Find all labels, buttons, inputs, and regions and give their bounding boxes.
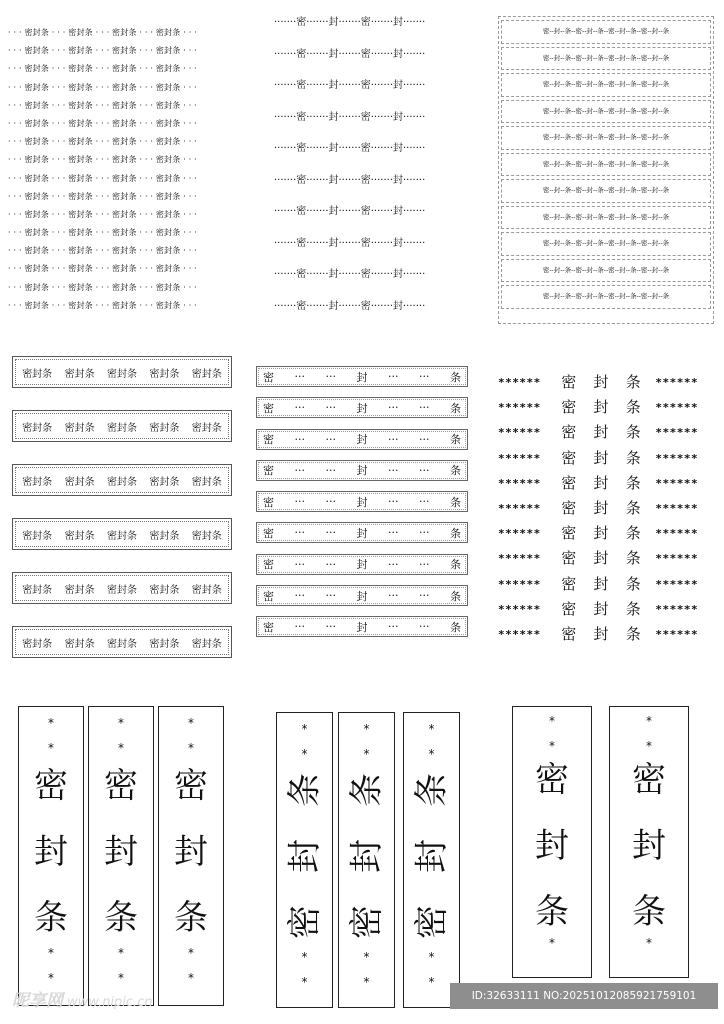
watermark-brand-name: 昵享网	[12, 991, 63, 1011]
seal-char: 密	[561, 524, 577, 543]
star-mark: *	[187, 716, 195, 730]
star-seal-row	[498, 546, 710, 571]
seal-cell: ···	[388, 401, 399, 415]
framed-seal-box	[12, 626, 232, 658]
stars-left: ******	[498, 426, 541, 440]
dashed-boxed-seal-row: 密--封--条--密--封--条--密--封--条--密--封--条	[501, 285, 711, 309]
dotted-seal-row: · · · 密封条 · · · 密封条 · · · 密封条 · · · 密封条 · · ·	[8, 64, 197, 74]
stars-left: ******	[498, 602, 541, 616]
seal-cell: 封	[356, 589, 368, 603]
seal-char: 密	[632, 760, 666, 800]
seal-cell: 密	[263, 401, 274, 415]
stars-left: ******	[498, 552, 541, 566]
seal-word: 密封条	[106, 530, 137, 542]
seal-word: 密封条	[191, 584, 222, 596]
stars-right: ******	[655, 627, 699, 641]
spaced-dotted-seal-strip-panel	[274, 10, 454, 325]
seal-cell: ···	[325, 432, 336, 446]
watermark-brand	[12, 986, 153, 1011]
stars-left: ******	[498, 376, 541, 389]
star-mark: *	[47, 946, 55, 960]
seal-char: 密	[34, 766, 68, 806]
vertical-seal-label-rotated	[276, 712, 333, 1008]
seal-word: 密封条	[149, 476, 180, 488]
seal-word: 密封条	[22, 530, 53, 542]
seal-char: 条	[535, 892, 569, 932]
seal-cell: ···	[419, 463, 430, 477]
seal-char: 封	[593, 624, 609, 643]
framed-seal-box	[12, 518, 232, 550]
seal-cell: 封	[356, 370, 368, 384]
dotted-seal-row: · · · 密封条 · · · 密封条 · · · 密封条 · · · 密封条 · · ·	[8, 28, 197, 37]
seal-char: 条	[284, 773, 325, 807]
seal-word: 密封条	[149, 368, 180, 380]
star-mark: *	[645, 714, 653, 728]
framed-spaced-seal-strip-panel	[256, 366, 468, 648]
stars-left: ******	[498, 401, 541, 415]
seal-cell: 条	[450, 370, 461, 384]
seal-char: 封	[593, 498, 609, 517]
star-seal-strip-panel	[498, 370, 710, 647]
seal-char: 条	[625, 549, 641, 568]
seal-char: 条	[625, 448, 641, 467]
star-mark: *	[117, 741, 125, 755]
seal-char: 封	[593, 599, 609, 618]
seal-word: 密封条	[149, 638, 180, 650]
star-seal-row	[498, 622, 710, 647]
seal-char: 条	[625, 498, 641, 517]
star-mark: *	[47, 971, 55, 985]
seal-char: 封	[535, 826, 569, 866]
star-mark: *	[645, 936, 653, 950]
seal-cell: ···	[419, 557, 430, 571]
star-seal-row	[498, 521, 710, 546]
seal-cell: ···	[294, 463, 305, 477]
watermark-id-bar: ID:32633111 NO:20251012085921759101	[450, 983, 718, 1009]
dashed-boxed-seal-row: 密--封--条--密--封--条--密--封--条--密--封--条	[501, 47, 711, 71]
seal-char: 条	[625, 624, 641, 643]
seal-word: 密封条	[106, 638, 137, 650]
spaced-dotted-seal-row: ·······密·······封·······密·······封·······	[274, 269, 426, 280]
seal-cell: 密	[263, 464, 274, 478]
seal-cell: 密	[263, 433, 274, 447]
seal-cell: 条	[450, 558, 461, 572]
seal-char: 封	[104, 832, 138, 872]
dotted-seal-strip-panel	[8, 24, 238, 315]
seal-word: 密封条	[191, 638, 222, 650]
seal-word: 密封条	[64, 422, 95, 434]
seal-char: 条	[34, 898, 68, 938]
seal-cell: 条	[450, 401, 461, 415]
stars-right: ******	[655, 501, 699, 515]
seal-cell: 条	[450, 526, 461, 540]
dotted-seal-row: · · · 密封条 · · · 密封条 · · · 密封条 · · · 密封条 · · ·	[8, 100, 197, 110]
seal-char: 密	[561, 448, 577, 467]
seal-word: 密封条	[22, 638, 53, 650]
seal-word: 密封条	[64, 638, 95, 650]
star-mark: *	[362, 950, 371, 964]
seal-char: 封	[593, 398, 609, 417]
seal-char: 条	[346, 773, 387, 807]
seal-char: 封	[593, 423, 609, 442]
stars-left: ******	[498, 527, 541, 541]
seal-char: 条	[174, 898, 208, 938]
seal-word: 密封条	[106, 476, 137, 488]
seal-char: 密	[535, 760, 569, 800]
seal-cell: ···	[419, 589, 430, 603]
star-mark: *	[548, 739, 556, 753]
framed-seal-strip-panel	[12, 356, 232, 680]
vertical-seal-label-rotated	[338, 712, 395, 1008]
star-mark: *	[645, 739, 653, 753]
seal-cell: ···	[294, 370, 305, 383]
dotted-seal-row: · · · 密封条 · · · 密封条 · · · 密封条 · · · 密封条 · · ·	[8, 191, 197, 201]
dashed-boxed-seal-row: 密--封--条--密--封--条--密--封--条--密--封--条	[501, 206, 711, 230]
seal-char: 密	[411, 905, 452, 939]
framed-spaced-seal-row	[256, 491, 468, 512]
seal-cell: ···	[419, 370, 430, 383]
seal-word: 密封条	[191, 368, 222, 380]
seal-char: 条	[632, 892, 666, 932]
dotted-seal-row: · · · 密封条 · · · 密封条 · · · 密封条 · · · 密封条 · · ·	[8, 46, 197, 56]
dotted-seal-row: · · · 密封条 · · · 密封条 · · · 密封条 · · · 密封条 · · ·	[8, 209, 197, 219]
seal-cell: ···	[325, 620, 336, 634]
dotted-seal-row: · · · 密封条 · · · 密封条 · · · 密封条 · · · 密封条 · · ·	[8, 155, 197, 165]
dotted-seal-row: · · · 密封条 · · · 密封条 · · · 密封条 · · · 密封条 · · ·	[8, 137, 197, 147]
seal-cell: 封	[356, 526, 368, 540]
star-mark: *	[300, 950, 309, 964]
stars-right: ******	[655, 426, 699, 440]
seal-char: 条	[625, 423, 641, 442]
seal-char: 封	[284, 839, 325, 873]
stars-right: ******	[655, 527, 699, 541]
seal-cell: ···	[388, 589, 399, 603]
star-seal-row	[498, 446, 710, 471]
framed-spaced-seal-row	[256, 554, 468, 575]
dotted-seal-row: · · · 密封条 · · · 密封条 · · · 密封条 · · · 密封条 · · ·	[8, 282, 197, 292]
vertical-seal-label	[88, 706, 154, 1006]
seal-word: 密封条	[22, 584, 53, 596]
seal-char: 封	[34, 832, 68, 872]
star-mark: *	[187, 946, 195, 960]
vertical-seal-label	[158, 706, 224, 1006]
dashed-boxed-seal-row: 密--封--条--密--封--条--密--封--条--密--封--条	[501, 259, 711, 283]
stars-right: ******	[655, 476, 699, 490]
seal-cell: ···	[325, 557, 336, 571]
seal-cell: 封	[356, 433, 368, 447]
seal-word: 密封条	[22, 368, 53, 380]
stars-right: ******	[655, 552, 699, 566]
star-mark: *	[362, 975, 371, 989]
seal-word: 密封条	[64, 476, 95, 488]
seal-char: 封	[632, 826, 666, 866]
seal-char: 条	[411, 773, 452, 807]
star-mark: *	[300, 747, 309, 761]
framed-spaced-seal-row	[256, 522, 468, 543]
dotted-seal-row: · · · 密封条 · · · 密封条 · · · 密封条 · · · 密封条 · · ·	[8, 173, 197, 183]
seal-cell: 封	[356, 495, 368, 509]
seal-char: 封	[593, 473, 609, 492]
seal-char: 条	[625, 599, 641, 618]
spaced-dotted-seal-row: ·······密·······封·······密·······封·······	[274, 143, 426, 154]
seal-char: 密	[284, 905, 325, 939]
seal-cell: ···	[294, 589, 305, 603]
dotted-seal-row: · · · 密封条 · · · 密封条 · · · 密封条 · · · 密封条 · · ·	[8, 264, 197, 274]
spaced-dotted-seal-row: ·······密·······封·······密·······封·······	[274, 300, 426, 312]
framed-seal-box	[12, 410, 232, 442]
framed-spaced-seal-row	[256, 616, 468, 637]
seal-cell: ···	[294, 432, 305, 446]
star-seal-row	[498, 597, 710, 622]
seal-cell: ···	[388, 620, 399, 634]
framed-seal-box	[12, 356, 232, 388]
star-seal-row	[498, 471, 710, 496]
star-mark: *	[117, 946, 125, 960]
seal-cell: 条	[450, 433, 461, 447]
seal-char: 密	[561, 398, 577, 417]
star-mark: *	[117, 716, 125, 730]
seal-char: 条	[625, 398, 641, 417]
seal-char: 条	[625, 373, 641, 391]
seal-word: 密封条	[149, 584, 180, 596]
stars-left: ******	[498, 627, 541, 641]
seal-char: 条	[625, 524, 641, 543]
seal-word: 密封条	[149, 422, 180, 434]
dashed-boxed-seal-row: 密--封--条--密--封--条--密--封--条--密--封--条	[501, 126, 711, 150]
seal-word: 密封条	[149, 530, 180, 542]
watermark-url: www.nipic.cn	[67, 995, 153, 1010]
framed-seal-box	[12, 464, 232, 496]
seal-cell: 密	[263, 370, 274, 384]
spaced-dotted-seal-row: ·······密·······封·······密·······封·······	[274, 206, 426, 217]
dotted-seal-row: · · · 密封条 · · · 密封条 · · · 密封条 · · · 密封条 · · ·	[8, 246, 197, 256]
seal-cell: 密	[263, 620, 274, 634]
dashed-boxed-seal-row: 密--封--条--密--封--条--密--封--条--密--封--条	[501, 153, 711, 177]
dashed-boxed-seal-row: 密--封--条--密--封--条--密--封--条--密--封--条	[501, 20, 711, 44]
spaced-dotted-seal-row: ·······密·······封·······密·······封·······	[274, 80, 426, 91]
star-seal-row	[498, 572, 710, 597]
star-mark: *	[548, 936, 556, 950]
vertical-seal-label-wide	[512, 706, 592, 978]
seal-char: 密	[561, 373, 577, 391]
seal-cell: ···	[294, 526, 305, 540]
seal-cell: 条	[450, 464, 461, 478]
stars-left: ******	[498, 577, 541, 591]
seal-cell: ···	[294, 401, 305, 415]
star-seal-row	[498, 370, 710, 395]
star-seal-row	[498, 395, 710, 420]
vertical-seal-label-rotated	[403, 712, 460, 1008]
star-mark: *	[427, 950, 436, 964]
star-mark: *	[47, 716, 55, 730]
seal-char: 封	[593, 549, 609, 568]
spaced-dotted-seal-row: ·······密·······封·······密·······封·······	[274, 111, 426, 123]
seal-cell: ···	[388, 526, 399, 540]
seal-char: 封	[174, 832, 208, 872]
seal-cell: ···	[294, 495, 305, 509]
seal-cell: ···	[325, 495, 336, 509]
dotted-seal-row: · · · 密封条 · · · 密封条 · · · 密封条 · · · 密封条 · · ·	[8, 300, 197, 310]
seal-cell: 密	[263, 558, 274, 572]
seal-word: 密封条	[191, 476, 222, 488]
seal-cell: ···	[419, 526, 430, 540]
framed-spaced-seal-row	[256, 366, 468, 387]
seal-cell: 密	[263, 589, 274, 603]
seal-cell: 封	[356, 464, 368, 478]
star-mark: *	[187, 971, 195, 985]
dashed-boxed-seal-strip-panel	[498, 16, 714, 324]
seal-cell: 条	[450, 589, 461, 603]
star-mark: *	[362, 747, 371, 761]
spaced-dotted-seal-row: ·······密·······封·······密·······封·······	[274, 174, 426, 186]
seal-word: 密封条	[191, 422, 222, 434]
seal-char: 密	[561, 473, 577, 492]
star-mark: *	[548, 714, 556, 728]
framed-spaced-seal-row	[256, 429, 468, 450]
seal-char: 封	[593, 574, 609, 593]
seal-cell: 封	[356, 620, 368, 634]
seal-cell: 封	[356, 401, 368, 415]
star-mark: *	[427, 722, 436, 736]
seal-char: 封	[346, 839, 387, 873]
spaced-dotted-seal-row: ·······密·······封·······密·······封·······	[274, 17, 426, 28]
stars-left: ******	[498, 451, 541, 465]
star-mark: *	[300, 975, 309, 989]
dashed-boxed-seal-row: 密--封--条--密--封--条--密--封--条--密--封--条	[501, 179, 711, 203]
seal-char: 密	[104, 766, 138, 806]
seal-cell: 封	[356, 558, 368, 572]
star-mark: *	[427, 975, 436, 989]
dashed-boxed-seal-row: 密--封--条--密--封--条--密--封--条--密--封--条	[501, 100, 711, 124]
seal-char: 密	[561, 423, 577, 442]
seal-cell: ···	[325, 526, 336, 540]
seal-cell: ···	[419, 401, 430, 415]
framed-seal-box	[12, 572, 232, 604]
seal-char: 密	[174, 766, 208, 806]
dashed-boxed-seal-row: 密--封--条--密--封--条--密--封--条--密--封--条	[501, 232, 711, 256]
seal-cell: 密	[263, 495, 274, 509]
seal-word: 密封条	[22, 422, 53, 434]
seal-word: 密封条	[106, 368, 137, 380]
framed-spaced-seal-row	[256, 460, 468, 481]
seal-cell: ···	[325, 589, 336, 603]
seal-char: 封	[411, 839, 452, 873]
seal-char: 密	[561, 624, 577, 643]
dotted-seal-row: · · · 密封条 · · · 密封条 · · · 密封条 · · · 密封条 · · ·	[8, 82, 197, 92]
seal-char: 封	[593, 448, 609, 467]
stars-right: ******	[655, 602, 699, 616]
stars-right: ******	[655, 577, 699, 591]
star-mark: *	[427, 747, 436, 761]
seal-cell: ···	[388, 370, 399, 383]
seal-char: 封	[593, 373, 609, 391]
stars-right: ******	[655, 451, 699, 465]
seal-cell: 条	[450, 495, 461, 509]
seal-word: 密封条	[64, 530, 95, 542]
seal-cell: ···	[294, 620, 305, 634]
seal-word: 密封条	[191, 530, 222, 542]
dotted-seal-row: · · · 密封条 · · · 密封条 · · · 密封条 · · · 密封条 · · ·	[8, 118, 197, 128]
seal-cell: ···	[325, 370, 336, 383]
seal-cell: ···	[419, 495, 430, 509]
seal-word: 密封条	[64, 368, 95, 380]
star-mark: *	[117, 971, 125, 985]
seal-char: 密	[346, 905, 387, 939]
star-seal-row	[498, 420, 710, 445]
framed-spaced-seal-row	[256, 397, 468, 418]
star-mark: *	[300, 722, 309, 736]
framed-spaced-seal-row	[256, 585, 468, 606]
dashed-boxed-seal-row: 密--封--条--密--封--条--密--封--条--密--封--条	[501, 73, 711, 97]
vertical-seal-label-wide	[609, 706, 689, 978]
vertical-seal-label	[18, 706, 84, 1006]
star-mark: *	[187, 741, 195, 755]
seal-cell: ···	[294, 557, 305, 571]
seal-word: 密封条	[64, 584, 95, 596]
seal-cell: ···	[388, 557, 399, 571]
star-seal-row	[498, 496, 710, 521]
seal-cell: ···	[419, 620, 430, 634]
star-mark: *	[47, 741, 55, 755]
seal-cell: 密	[263, 526, 274, 540]
star-mark: *	[362, 722, 371, 736]
seal-char: 条	[625, 574, 641, 593]
seal-cell: ···	[388, 495, 399, 509]
seal-cell: ···	[388, 432, 399, 446]
seal-char: 封	[593, 524, 609, 543]
stars-left: ******	[498, 476, 541, 490]
seal-word: 密封条	[106, 584, 137, 596]
seal-char: 密	[561, 549, 577, 568]
seal-char: 密	[561, 498, 577, 517]
seal-char: 密	[561, 599, 577, 618]
seal-char: 条	[625, 473, 641, 492]
seal-word: 密封条	[22, 476, 53, 488]
seal-word: 密封条	[106, 422, 137, 434]
stars-left: ******	[498, 501, 541, 515]
seal-char: 密	[561, 574, 577, 593]
seal-cell: 条	[450, 620, 461, 634]
stars-right: ******	[655, 401, 699, 415]
seal-cell: ···	[325, 401, 336, 415]
spaced-dotted-seal-row: ·······密·······封·······密·······封·······	[274, 48, 426, 60]
dotted-seal-row: · · · 密封条 · · · 密封条 · · · 密封条 · · · 密封条 · · ·	[8, 228, 197, 238]
seal-cell: ···	[419, 432, 430, 446]
stars-right: ******	[655, 376, 699, 389]
seal-cell: ···	[388, 463, 399, 477]
spaced-dotted-seal-row: ·······密·······封·······密·······封·······	[274, 237, 426, 249]
seal-char: 条	[104, 898, 138, 938]
seal-cell: ···	[325, 463, 336, 477]
